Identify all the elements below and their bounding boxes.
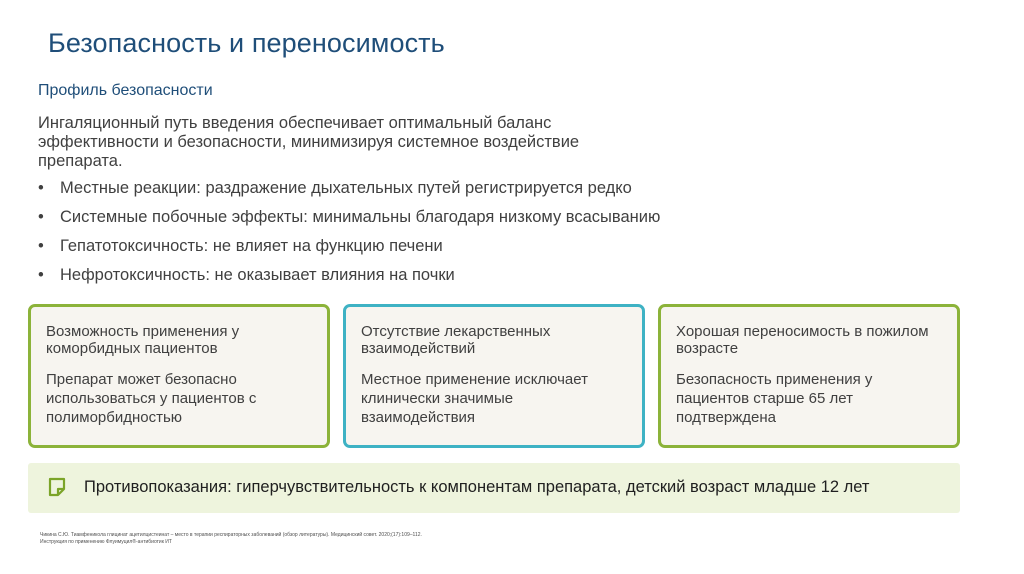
- card-body: Безопасность применения у пациентов старше 65 лет подтверждена: [676, 371, 873, 426]
- safety-bullet-list: [38, 178, 798, 294]
- card-body: Местное применение исключает клинически значимые взаимодействия: [361, 371, 588, 426]
- feature-cards: [28, 304, 962, 448]
- bullet-hepatotoxicity: • Гепатотоксичность: не влияет на функцию печени: [38, 236, 798, 256]
- footnote-reference-1: Чикина С.Ю. Тиамфеникола глицинат ацетилцистеинат – место в терапии респираторных заболеваний (обзор литературы). Медицинский совет. 2020;(17):109–112.: [40, 532, 422, 538]
- footnotes: [40, 532, 560, 546]
- card-body: Препарат может безопасно использоваться у пациентов с полиморбидностью: [46, 371, 257, 426]
- card-heading: Отсутствие лекарственных взаимодействий: [361, 323, 551, 357]
- bullet-systemic-effects: • Системные побочные эффекты: минимальны благодаря низкому всасыванию: [38, 207, 798, 227]
- section-subtitle: Профиль безопасности: [38, 82, 213, 99]
- card-elderly-tolerability: [658, 304, 960, 448]
- card-no-interactions: [343, 304, 645, 448]
- slide-title: Безопасность и переносимость: [48, 28, 445, 58]
- bullet-nephrotoxicity: • Нефротоксичность: не оказывает влияния на почки: [38, 265, 798, 285]
- card-comorbid-patients: [28, 304, 330, 448]
- note-icon: [48, 477, 66, 497]
- card-heading: Хорошая переносимость в пожилом возрасте: [676, 323, 929, 357]
- contraindications-banner: [28, 463, 960, 513]
- bullet-local-reactions: • Местные реакции: раздражение дыхательных путей регистрируется редко: [38, 178, 798, 198]
- intro-paragraph: Ингаляционный путь введения обеспечивает оптимальный баланс эффективности и безопасности, минимизируя системное воздействие препарата.: [38, 114, 580, 170]
- contraindications-text: Противопоказания: гиперчувствительность к компонентам препарата, детский возраст младше 12 лет: [84, 478, 870, 496]
- footnote-reference-2: Инструкция по применению Флуимуцил®-антибиотик ИТ: [40, 539, 172, 545]
- card-heading: Возможность применения у коморбидных пациентов: [46, 323, 240, 357]
